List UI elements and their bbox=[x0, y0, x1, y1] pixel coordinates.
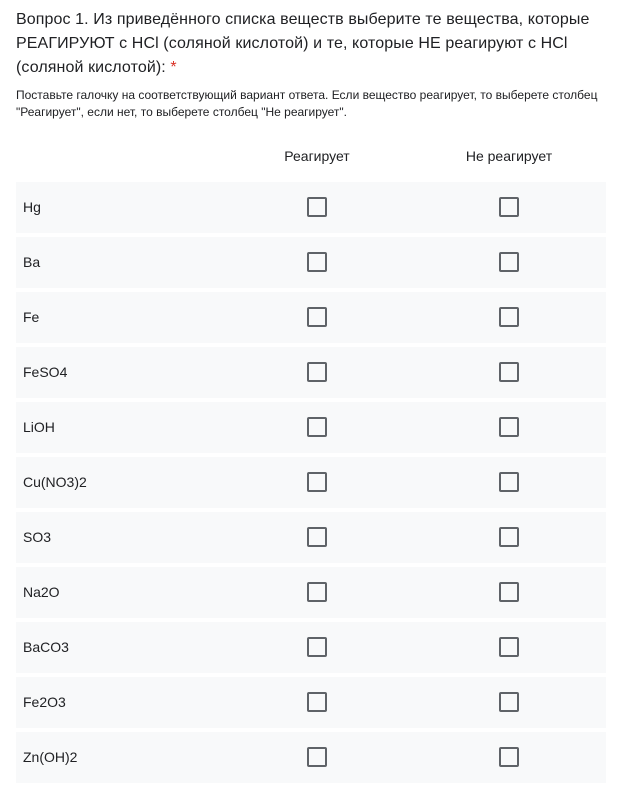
checkbox-reacts[interactable] bbox=[307, 307, 327, 327]
grid-header bbox=[16, 140, 606, 182]
row-label: FeSO4 bbox=[23, 364, 68, 380]
checkbox-not-reacts[interactable] bbox=[499, 637, 519, 657]
grid-row-lioh bbox=[16, 402, 606, 453]
checkbox-not-reacts[interactable] bbox=[499, 692, 519, 712]
row-label: Hg bbox=[23, 199, 41, 215]
grid-row-ba bbox=[16, 237, 606, 288]
grid-row-cuno32 bbox=[16, 457, 606, 508]
grid-row-feso4 bbox=[16, 347, 606, 398]
question-title bbox=[16, 8, 616, 80]
checkbox-not-reacts[interactable] bbox=[499, 472, 519, 492]
checkbox-grid bbox=[16, 140, 606, 787]
grid-row-znoh2 bbox=[16, 732, 606, 783]
checkbox-reacts[interactable] bbox=[307, 582, 327, 602]
grid-row-fe2o3 bbox=[16, 677, 606, 728]
checkbox-not-reacts[interactable] bbox=[499, 252, 519, 272]
required-asterisk: * bbox=[170, 59, 177, 76]
row-label: Na2O bbox=[23, 584, 60, 600]
grid-row-so3 bbox=[16, 512, 606, 563]
checkbox-reacts[interactable] bbox=[307, 362, 327, 382]
row-label: Ba bbox=[23, 254, 41, 270]
checkbox-reacts[interactable] bbox=[307, 637, 327, 657]
column-header-not-reacts: Не реагирует bbox=[465, 148, 553, 164]
row-label: SO3 bbox=[23, 529, 52, 545]
checkbox-not-reacts[interactable] bbox=[499, 747, 519, 767]
checkbox-not-reacts[interactable] bbox=[499, 197, 519, 217]
checkbox-reacts[interactable] bbox=[307, 252, 327, 272]
question-block bbox=[16, 8, 616, 121]
row-label: BaCO3 bbox=[23, 639, 69, 655]
checkbox-not-reacts[interactable] bbox=[499, 582, 519, 602]
grid-row-na2o bbox=[16, 567, 606, 618]
checkbox-not-reacts[interactable] bbox=[499, 307, 519, 327]
row-label: Zn(OH)2 bbox=[23, 749, 78, 765]
question-description: Поставьте галочку на соответствующий вариант ответа. Если вещество реагирует, то выберете столбец "Реагирует", если нет, то выберете столбец "Не реагирует". bbox=[16, 88, 598, 119]
grid-row-baco3 bbox=[16, 622, 606, 673]
checkbox-reacts[interactable] bbox=[307, 197, 327, 217]
checkbox-not-reacts[interactable] bbox=[499, 527, 519, 547]
row-label: Cu(NO3)2 bbox=[23, 474, 87, 490]
row-label: Fe bbox=[23, 309, 40, 325]
checkbox-not-reacts[interactable] bbox=[499, 362, 519, 382]
grid-row-hg bbox=[16, 182, 606, 233]
column-header-reacts: Реагирует bbox=[284, 148, 350, 164]
checkbox-reacts[interactable] bbox=[307, 417, 327, 437]
row-label: Fe2O3 bbox=[23, 694, 66, 710]
row-label: LiOH bbox=[23, 419, 55, 435]
checkbox-reacts[interactable] bbox=[307, 747, 327, 767]
checkbox-not-reacts[interactable] bbox=[499, 417, 519, 437]
checkbox-reacts[interactable] bbox=[307, 527, 327, 547]
grid-row-fe bbox=[16, 292, 606, 343]
checkbox-reacts[interactable] bbox=[307, 692, 327, 712]
checkbox-reacts[interactable] bbox=[307, 472, 327, 492]
question-title-text: Вопрос 1. Из приведённого списка веществ выберите те вещества, которые РЕАГИРУЮТ с HCl (соляной кислотой) и те, которые НЕ реагируют с HCl (соляной кислотой): bbox=[16, 11, 590, 76]
